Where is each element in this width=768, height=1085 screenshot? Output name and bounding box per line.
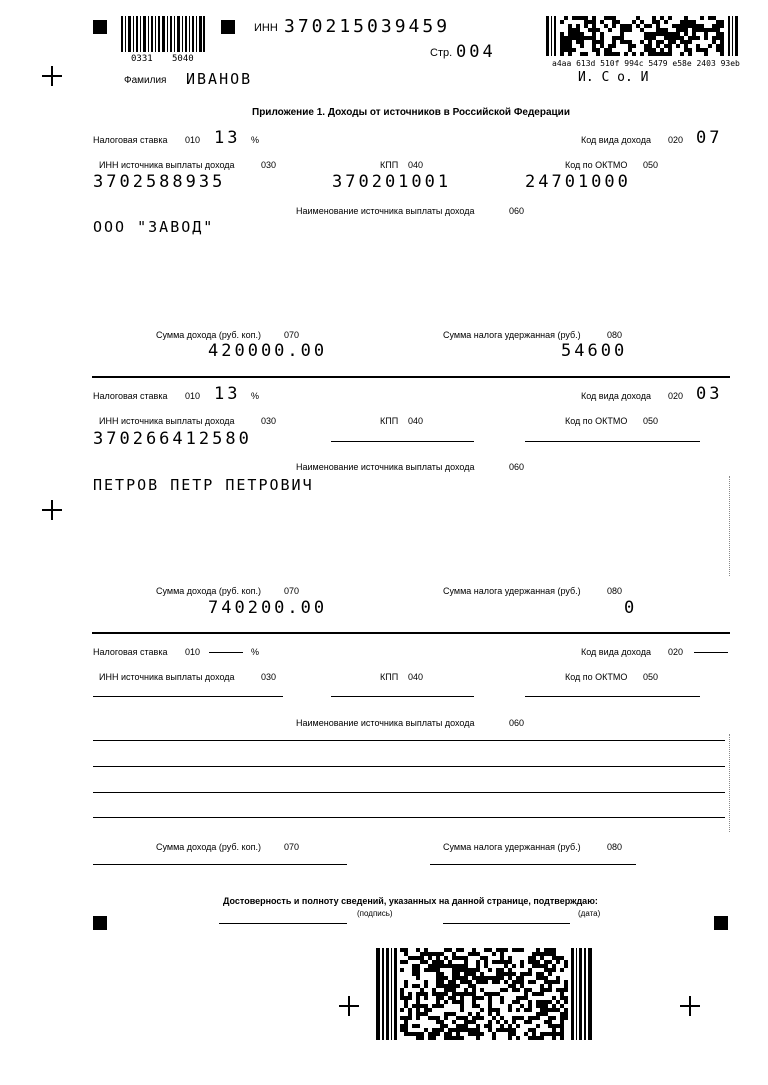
- signature-line: [219, 923, 347, 924]
- oktmo-label: Код по ОКТМО: [565, 416, 628, 426]
- source-name-value: ПЕТРОВ ПЕТР ПЕТРОВИЧ: [93, 476, 314, 494]
- inn-label: ИНН: [254, 22, 278, 34]
- kpp-code: 040: [408, 672, 424, 682]
- registration-cross-bottom-right: [680, 996, 700, 1016]
- source-name-line-4: [93, 817, 725, 818]
- source-name-code: 060: [509, 206, 525, 216]
- oktmo-label: Код по ОКТМО: [565, 160, 628, 170]
- tax-rate-code: 010: [185, 135, 201, 145]
- source-inn-blank-line: [93, 696, 283, 697]
- tax-withheld-label: Сумма налога удержанная (руб.): [443, 330, 581, 340]
- kpp-code: 040: [408, 416, 424, 426]
- source-inn-value: 370266412580: [93, 429, 252, 449]
- date-label: (дата): [578, 909, 601, 918]
- oktmo-code: 050: [643, 416, 659, 426]
- tax-rate-label: Налоговая ставка: [93, 135, 168, 145]
- oktmo-blank-line: [525, 441, 700, 442]
- kpp-label: КПП: [380, 160, 399, 170]
- source-name-line-1: [93, 740, 725, 741]
- barcode-digits-left: 0331: [131, 54, 153, 64]
- income-sum-code: 070: [284, 330, 300, 340]
- registration-cross-mid-left: [42, 500, 62, 520]
- date-line: [443, 923, 570, 924]
- tax-rate-value: 13: [214, 128, 241, 148]
- source-name-line-2: [93, 766, 725, 767]
- source-name-line-3: [93, 792, 725, 793]
- marker-square-header: [221, 20, 235, 34]
- source-inn-code: 030: [261, 672, 277, 682]
- source-inn-label: ИНН источника выплаты дохода: [99, 160, 235, 170]
- income-type-code: 020: [668, 391, 684, 401]
- tax-withheld-value: 0: [624, 598, 638, 618]
- income-sum-code: 070: [284, 586, 300, 596]
- tax-withheld-code: 080: [607, 842, 623, 852]
- kpp-value: 370201001: [332, 172, 452, 192]
- source-inn-code: 030: [261, 416, 277, 426]
- registration-cross-top-left: [42, 66, 62, 86]
- source-name-label: Наименование источника выплаты дохода: [296, 718, 475, 728]
- barcode-2d-footer: [376, 948, 592, 1040]
- percent-sign: %: [251, 135, 260, 145]
- oktmo-code: 050: [643, 160, 659, 170]
- income-type-blank-line: [694, 652, 728, 653]
- qr-code-header: [546, 16, 738, 56]
- corner-marker-bottom-right: [714, 916, 728, 930]
- tax-rate-blank-line: [209, 652, 243, 653]
- income-sum-blank-line: [93, 864, 347, 865]
- income-type-value: 03: [696, 384, 723, 404]
- source-name-label: Наименование источника выплаты дохода: [296, 206, 475, 216]
- income-type-label: Код вида дохода: [581, 391, 651, 401]
- corner-marker-bottom-left: [93, 916, 107, 930]
- income-sum-label: Сумма дохода (руб. коп.): [156, 330, 261, 340]
- kpp-label: КПП: [380, 416, 399, 426]
- signature-label: (подпись): [357, 909, 393, 918]
- oktmo-blank-line: [525, 696, 700, 697]
- qr-code-text: a4aa 613d 510f 994c 5479 e58e 2403 93eb: [552, 59, 740, 68]
- income-type-value: 07: [696, 128, 723, 148]
- block-separator-1: [92, 376, 730, 378]
- oktmo-code: 050: [643, 672, 659, 682]
- income-sum-label: Сумма дохода (руб. коп.): [156, 842, 261, 852]
- income-sum-value: 740200.00: [208, 598, 328, 618]
- tax-rate-code: 010: [185, 391, 201, 401]
- tax-withheld-label: Сумма налога удержанная (руб.): [443, 586, 581, 596]
- inn-value: 370215039459: [284, 16, 451, 37]
- tax-rate-label: Налоговая ставка: [93, 647, 168, 657]
- percent-sign: %: [251, 391, 260, 401]
- oktmo-label: Код по ОКТМО: [565, 672, 628, 682]
- kpp-blank-line: [331, 441, 474, 442]
- income-type-label: Код вида дохода: [581, 647, 651, 657]
- tax-withheld-code: 080: [607, 330, 623, 340]
- source-inn-value: 3702588935: [93, 172, 226, 192]
- barcode-digits-right: 5040: [172, 54, 194, 64]
- barcode-top: [121, 16, 205, 52]
- side-dotted-line-1: [729, 476, 730, 576]
- source-name-code: 060: [509, 718, 525, 728]
- corner-marker-top-left: [93, 20, 107, 34]
- income-type-label: Код вида дохода: [581, 135, 651, 145]
- tax-withheld-code: 080: [607, 586, 623, 596]
- block-separator-2: [92, 632, 730, 634]
- page-value: 004: [456, 42, 496, 62]
- surname-value: ИВАНОВ: [186, 70, 253, 88]
- percent-sign: %: [251, 647, 260, 657]
- tax-rate-label: Налоговая ставка: [93, 391, 168, 401]
- page-label: Стр.: [430, 47, 453, 59]
- kpp-code: 040: [408, 160, 424, 170]
- side-dotted-line-2: [729, 734, 730, 832]
- registration-cross-bottom-left: [339, 996, 359, 1016]
- income-sum-value: 420000.00: [208, 341, 328, 361]
- income-sum-label: Сумма дохода (руб. коп.): [156, 586, 261, 596]
- surname-label: Фамилия: [124, 75, 167, 86]
- oktmo-value: 24701000: [525, 172, 631, 192]
- income-type-code: 020: [668, 647, 684, 657]
- income-type-code: 020: [668, 135, 684, 145]
- kpp-label: КПП: [380, 672, 399, 682]
- initials-value: И. С о. И: [578, 70, 649, 85]
- tax-rate-value: 13: [214, 384, 241, 404]
- tax-withheld-value: 54600: [561, 341, 628, 361]
- kpp-blank-line: [331, 696, 474, 697]
- tax-withheld-blank-line: [430, 864, 636, 865]
- section-title: Приложение 1. Доходы от источников в Российской Федерации: [252, 107, 570, 118]
- source-inn-label: ИНН источника выплаты дохода: [99, 416, 235, 426]
- source-name-value: ООО "ЗАВОД": [93, 218, 215, 236]
- source-name-code: 060: [509, 462, 525, 472]
- source-inn-label: ИНН источника выплаты дохода: [99, 672, 235, 682]
- tax-withheld-label: Сумма налога удержанная (руб.): [443, 842, 581, 852]
- tax-rate-code: 010: [185, 647, 201, 657]
- source-inn-code: 030: [261, 160, 277, 170]
- source-name-label: Наименование источника выплаты дохода: [296, 462, 475, 472]
- confirmation-text: Достоверность и полноту сведений, указанных на данной странице, подтверждаю:: [223, 896, 598, 906]
- income-sum-code: 070: [284, 842, 300, 852]
